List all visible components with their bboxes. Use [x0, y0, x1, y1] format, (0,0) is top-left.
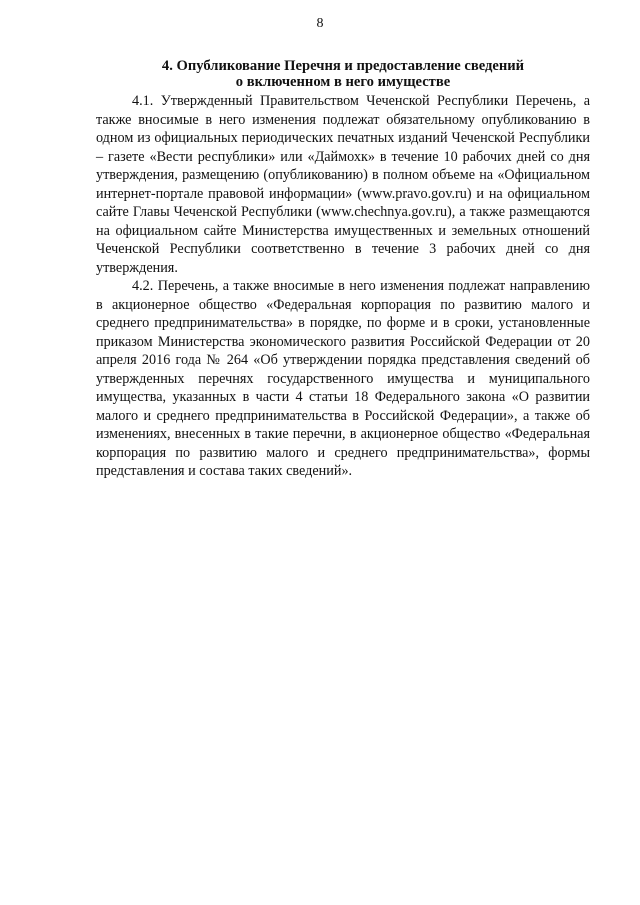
paragraph-4-2: 4.2. Перечень, а также вносимые в него изменения подлежат направлению в акционерное общество «Федеральная корпорация по развитию малого и среднего предпринимательства» в порядке, по форме и в сроки, установленные приказом Министерства экономического развития Российской Федерации от 20 апреля 2016 года № 264 «Об утверждении порядка представления сведений об утвержденных перечнях государственного имущества и муниципального имущества, указанных в части 4 статьи 18 Федерального закона «О развитии малого и среднего предпринимательства в Российской Федерации», а также об изменениях, внесенных в такие перечни, в акционерное общество «Федеральная корпорация по развитию малого и среднего предпринимательства», формы представления и состава таких сведений». — [96, 278, 590, 479]
section-heading-line-1: 4. Опубликование Перечня и предоставление сведений — [161, 58, 525, 74]
section-heading — [96, 58, 590, 90]
page-number: 8 — [316, 16, 324, 31]
section-body — [96, 92, 590, 481]
section-heading-line-2: о включенном в него имуществе — [235, 74, 451, 90]
paragraph-4-1: 4.1. Утвержденный Правительством Чеченской Республики Перечень, а также вносимые в него изменения подлежат обязательному опубликованию в одном из официальных периодических печатных изданий Чеченской Республики – газете «Вести республики» или «Даймохк» в течение 10 рабочих дней со дня утверждения, размещению (опубликованию) в полном объеме на «Официальном интернет-портале правовой информации» (www.pravo.gov.ru) и на официальном сайте Главы Чеченской Республики (www.chechnya.gov.ru), а также размещаются на официальном сайте Министерства имущественных и земельных отношений Чеченской Республики соответственно в течение 3 рабочих дней со дня утверждения. — [96, 93, 590, 276]
